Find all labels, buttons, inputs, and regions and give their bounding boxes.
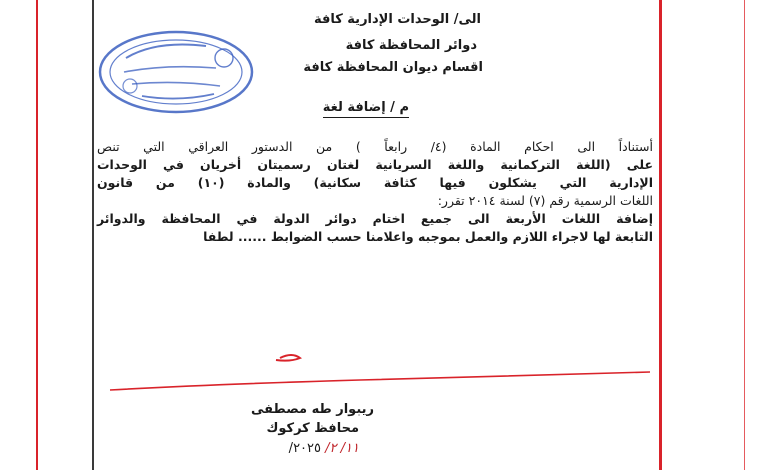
recipient-line-3: اقسام ديوان المحافظة كافة	[303, 60, 483, 75]
red-margin-line-left	[36, 0, 38, 470]
handwritten-signature-icon	[100, 350, 660, 400]
subject-line	[323, 100, 409, 116]
page-margin-right	[662, 0, 780, 470]
subject-text: م / إضافة لغة	[322, 100, 409, 115]
body-line-6: التابعة لها لاجراء اللازم والعمل بموجبه واعلامنا حسب الضوابط ...... لطفا	[203, 229, 653, 244]
recipient-line-1: الى/ الوحدات الإدارية كافة	[313, 12, 481, 27]
body-line-2: على (اللغة التركمانية واللغة السريانية لغتان رسميتان أخريان في الوحدات	[97, 157, 653, 172]
document-date	[289, 441, 359, 456]
body-line-4: اللغات الرسمية رقم (٧) لسنة ٢٠١٤ تقرر:	[437, 193, 653, 208]
page-margin-left	[0, 0, 92, 470]
recipient-line-2: دوائر المحافظة كافة	[345, 38, 477, 53]
subject-underline	[323, 117, 409, 118]
signatory-name: ريبوار طه مصطفى	[251, 402, 374, 417]
date-handwritten: ١١/ ٢/	[325, 441, 359, 456]
body-line-5: إضافة اللغات الأربعة الى جميع اختام دوائر الدولة في المحافظة والدوائر	[97, 211, 653, 226]
signatory-title: محافظ كركوك	[266, 421, 359, 436]
date-year: ٢٠٢٥/	[288, 441, 321, 456]
official-stamp-icon	[96, 28, 256, 116]
red-margin-line-right	[744, 0, 745, 470]
body-line-3: الإدارية التي يشكلون فيها كثافة سكانية) والمادة (١٠) من قانون	[97, 175, 654, 190]
body-line-1: أستناداً الى احكام المادة (٤/ رابعاً ) من الدستور العراقي التي تنص	[97, 139, 653, 154]
body-paragraph	[97, 138, 653, 246]
